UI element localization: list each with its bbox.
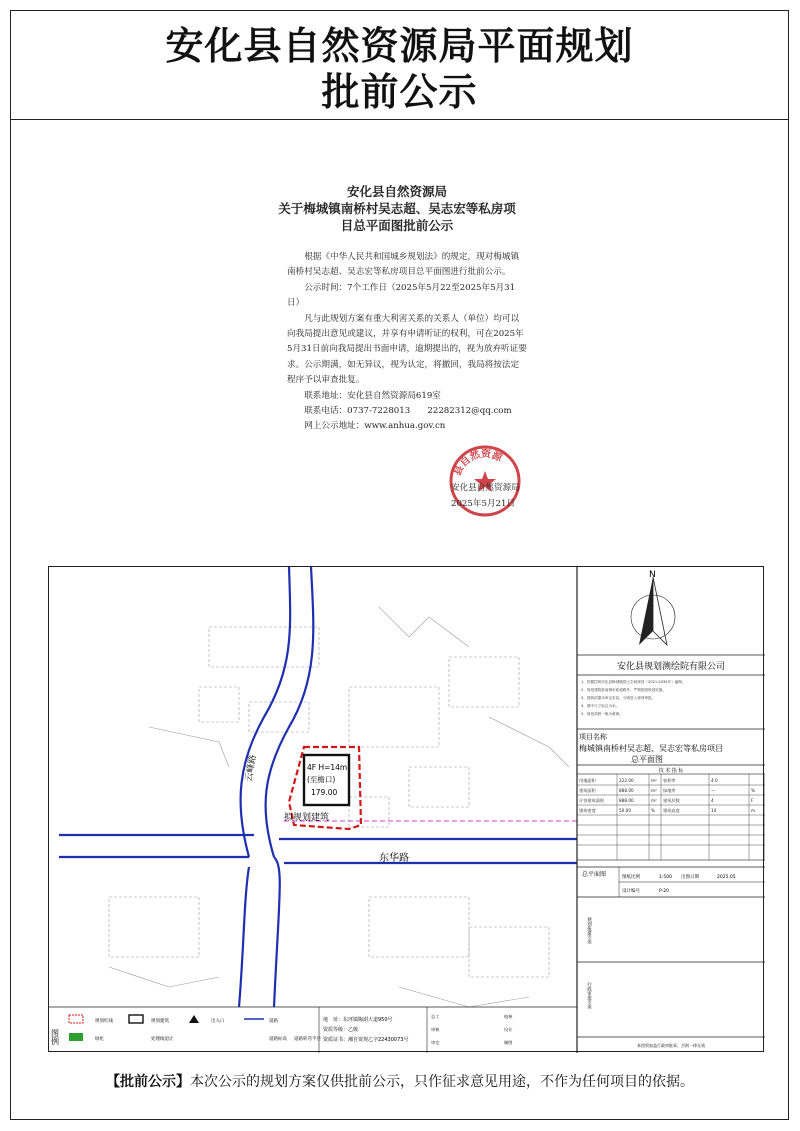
legend-strip <box>49 1007 577 1053</box>
svg-text:50.00: 50.00 <box>619 808 631 813</box>
svg-text:道路: 道路 <box>269 1019 278 1024</box>
svg-text:m²: m² <box>651 788 657 793</box>
svg-text:计容建筑面积: 计容建筑面积 <box>579 798 605 803</box>
svg-text:道路标高: 道路标高 <box>269 1037 287 1042</box>
building-elevation: 179.00 <box>311 788 338 797</box>
notice-para2: 凡与此规划方案有重大利害关系的关系人（单位）均可以向我局提出意见或建议，并享有申请听证的权利，可在2025年5月31日前向我局提出书面申请，逾期提出的，视为放弃听证要求。公示期满，如无异议，视为认定，将撤回，我局将按法定程序予以审查批复。 <box>287 313 527 386</box>
indicator-table <box>577 774 765 860</box>
svg-text:4、图中尺寸标注为米。: 4、图中尺寸标注为米。 <box>581 704 620 708</box>
notice-body <box>287 250 527 435</box>
road-east-label: 东华路 <box>379 853 409 864</box>
footer-text: 本次公示的规划方案仅供批前公示，只作征求意见用途，不作为任何项目的依据。 <box>190 1074 694 1090</box>
sign-table <box>431 1013 513 1046</box>
svg-text:容积率: 容积率 <box>663 778 676 783</box>
svg-text:审核: 审核 <box>431 1027 440 1032</box>
svg-text:F: F <box>751 798 754 803</box>
legend-building-icon <box>129 1015 143 1023</box>
notice-document <box>247 150 547 540</box>
svg-text:道路转弯半径: 道路转弯半径 <box>294 1037 321 1042</box>
svg-text:888.00: 888.00 <box>619 798 634 803</box>
notice-para1: 根据《中华人民共和国城乡规划法》的规定，现对梅城镇南桥村吴志超、吴志宏等私房项目总平面图进行批前公示。 <box>287 252 520 278</box>
notice-period: 公示时间：7个工作日（2025年5月22至2025年5月31日） <box>287 282 516 309</box>
project-label: 项目名称 <box>579 733 607 741</box>
review-stamp-label: 规划报建专用 <box>586 917 592 944</box>
legend-redline-icon <box>69 1015 83 1023</box>
svg-text:888.00: 888.00 <box>619 788 634 793</box>
svg-text:1、依据控规安化县梅城镇国土空间规划（2021-2035年）: 1、依据控规安化县梅城镇国土空间规划（2021-2035年）编制。 <box>581 680 686 684</box>
admin-stamp-label: 行政审批专用 <box>586 982 592 1009</box>
svg-text:222.00: 222.00 <box>619 778 634 783</box>
site-plan-drawing <box>48 566 764 1052</box>
notice-website: 网上公示地址：www.anhua.gov.cn <box>304 421 446 432</box>
info-address: 地 址：东坪镇陶澍大道950号 <box>323 1017 393 1023</box>
design-notes <box>581 679 686 716</box>
svg-text:设计: 设计 <box>504 1027 513 1032</box>
svg-text:绿地率: 绿地率 <box>663 788 676 793</box>
notice-phone: 联系电话：0737-7228013 22282312@qq.com <box>304 406 512 417</box>
building-floors: 4F H=14m <box>307 763 348 772</box>
sign-org: 安化县自然资源局 <box>451 483 520 493</box>
notice-address: 联系地址：安化县自然资源局619室 <box>304 390 441 401</box>
legend-green-icon <box>69 1033 83 1041</box>
svg-text:制图: 制图 <box>504 1040 513 1045</box>
scale-label: 图纸比例 <box>622 875 640 880</box>
title-block <box>577 567 765 1053</box>
svg-text:规划红线: 规划红线 <box>95 1019 113 1024</box>
title-box <box>11 11 788 120</box>
svg-text:县自然资源 <box>450 447 505 478</box>
scale-value: 1:500 <box>659 875 672 880</box>
svg-text:处理线退让: 处理线退让 <box>151 1037 174 1042</box>
svg-text:规划建筑: 规划建筑 <box>151 1019 169 1024</box>
svg-text:%: % <box>651 808 655 813</box>
svg-text:m²: m² <box>651 798 657 803</box>
date-value: 2025.05 <box>717 875 736 880</box>
design-no-label: 设计编号 <box>622 889 640 894</box>
notice-subject-line1: 关于梅城镇南桥村吴志超、吴志宏等私房项 <box>278 201 516 216</box>
footer-bracket: 【批前公示】 <box>106 1074 190 1090</box>
svg-text:用地面积: 用地面积 <box>579 778 596 783</box>
svg-text:—: — <box>711 788 716 793</box>
svg-text:建筑层数: 建筑层数 <box>663 798 680 803</box>
north-arrow-icon <box>631 570 675 645</box>
bottom-note: 本图须加盖行政审批章、否则一律无效 <box>637 1043 705 1048</box>
notice-signature <box>451 480 520 512</box>
svg-text:m²: m² <box>651 778 657 783</box>
notice-subject-line2: 目总平面图批前公示 <box>340 218 454 233</box>
legend-entrance-icon <box>189 1015 199 1023</box>
svg-text:校核: 校核 <box>504 1014 513 1019</box>
page-title: 安化县自然资源局平面规划 <box>165 24 634 68</box>
info-grade: 资质等级：乙级 <box>323 1027 359 1033</box>
svg-text:建筑面积: 建筑面积 <box>579 788 596 793</box>
date-label: 出图日期 <box>681 875 699 880</box>
seal-text: 县自然资源 <box>452 448 504 478</box>
svg-text:14: 14 <box>711 808 717 813</box>
svg-text:m: m <box>751 808 756 813</box>
svg-text:绿化: 绿化 <box>95 1037 104 1042</box>
svg-text:建筑高度: 建筑高度 <box>663 808 680 813</box>
notice-org: 安化县自然资源局 <box>346 184 447 199</box>
company-name: 安化县规划测绘院有限公司 <box>616 662 726 672</box>
info-cert: 资质证书：湘自资规乙字22430073号 <box>323 1037 409 1043</box>
table-title: 技 术 指 标 <box>658 768 684 774</box>
svg-text:出入口: 出入口 <box>211 1019 225 1024</box>
svg-text:5、规划高程一般为黄海。: 5、规划高程一般为黄海。 <box>581 712 623 716</box>
legend-title: 图例 <box>50 1029 60 1045</box>
design-no-value: P-20 <box>659 889 669 894</box>
svg-text:4.0: 4.0 <box>711 778 718 783</box>
svg-text:2、规划建筑临南侧市政道路外，严格按照规划实施。: 2、规划建筑临南侧市政道路外，严格按照规划实施。 <box>581 688 666 692</box>
svg-text:3、建筑依据本审定布局，分别进入规划审批。: 3、建筑依据本审定布局，分别进入规划审批。 <box>581 696 656 700</box>
sign-date: 2025年5月21日 <box>451 499 516 509</box>
drawing-label: 总平面图 <box>582 871 607 878</box>
footer-disclaimer <box>0 1071 800 1091</box>
roads <box>59 567 577 1007</box>
north-label: N <box>649 570 656 580</box>
svg-text:4: 4 <box>711 798 714 803</box>
svg-text:建筑密度: 建筑密度 <box>579 808 596 813</box>
page-subtitle: 批前公示 <box>321 70 478 114</box>
map-area <box>109 607 569 1007</box>
svg-text:总工: 总工 <box>431 1014 440 1019</box>
svg-text:%: % <box>751 788 755 793</box>
project-name: 梅城镇南桥村吴志超、吴志宏等私房项目 <box>579 744 723 753</box>
svg-text:审定: 审定 <box>431 1040 440 1045</box>
drawing-name: 总平面图 <box>631 755 663 764</box>
planned-building-label: 拟规划建筑 <box>284 813 330 823</box>
road-west-label: 云峰路 <box>244 754 259 783</box>
building-eave: (至檐口) <box>307 775 336 784</box>
